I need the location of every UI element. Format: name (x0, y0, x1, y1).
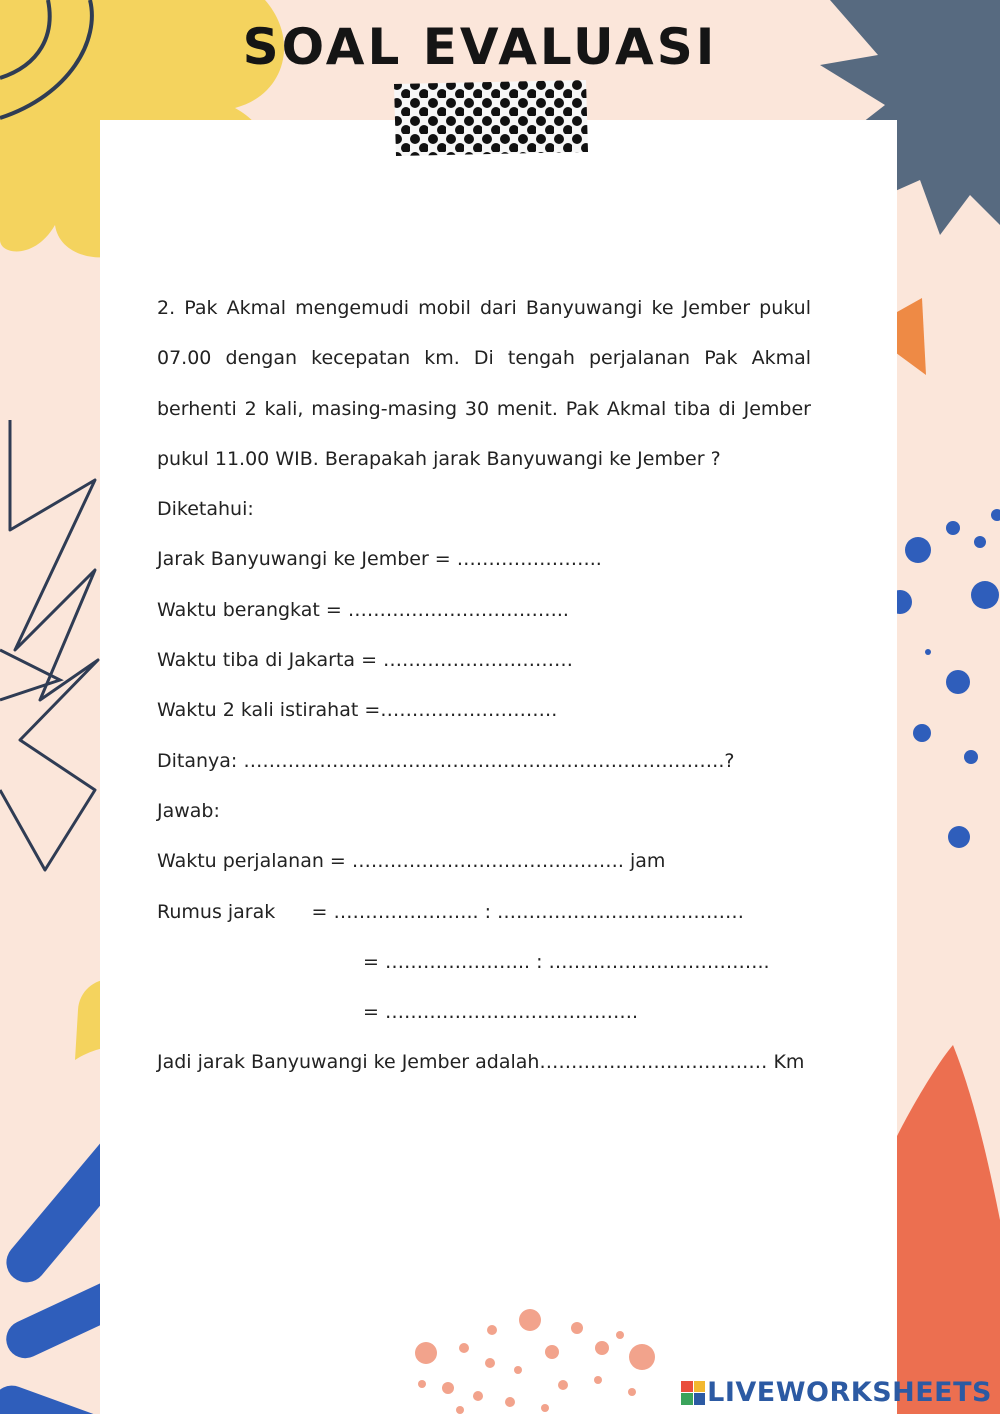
zigzag-line-decoration (0, 400, 110, 880)
polka-dot-tape-decoration (392, 80, 588, 156)
known-label: Diketahui: (157, 498, 254, 521)
logo-tile (681, 1393, 693, 1405)
liveworksheets-watermark (681, 1377, 992, 1408)
logo-tile (694, 1393, 706, 1405)
page-title: SOAL EVALUASI (242, 18, 718, 76)
known-departure-line: Waktu berangkat = …………………………….. (157, 598, 569, 621)
logo-tile (681, 1381, 693, 1393)
asked-line: Ditanya: ………………………………………………………………….? (157, 749, 735, 772)
coral-flame-decoration (895, 1040, 1000, 1414)
liveworksheets-logo-icon (681, 1381, 705, 1405)
conclusion-line: Jadi jarak Banyuwangi ke Jember adalah……………………………… Km (157, 1051, 805, 1074)
formula-step-line: = ………………….. : …………………………….. (363, 950, 770, 973)
salmon-dots-decoration (400, 1300, 680, 1414)
question-paragraph: 2. Pak Akmal mengemudi mobil dari Banyuwangi ke Jember pukul 07.00 dengan kecepatan km. Di tengah perjalanan Pak Akmal berhenti 2 kali, masing-masing 30 menit. Pak Akmal tiba di Jember pukul 11.00 WIB. Berapakah jarak Banyuwangi ke Jember ? (157, 297, 811, 470)
logo-tile (694, 1381, 706, 1393)
travel-time-line: Waktu perjalanan = ……………………………………. jam (157, 850, 666, 873)
known-arrival-line: Waktu tiba di Jakarta = ………………………… (157, 649, 574, 672)
watermark-text: LIVEWORKSHEETS (707, 1377, 992, 1408)
known-rest-line: Waktu 2 kali istirahat =………………………. (157, 699, 558, 722)
known-distance-line: Jarak Banyuwangi ke Jember = ………………….. (157, 548, 602, 571)
answer-label: Jawab: (157, 799, 220, 822)
distance-formula-line: Rumus jarak = ………………….. : ………………………………… (157, 900, 745, 923)
question-content (157, 283, 811, 1088)
formula-result-line: = …………………………………. (363, 1001, 638, 1024)
